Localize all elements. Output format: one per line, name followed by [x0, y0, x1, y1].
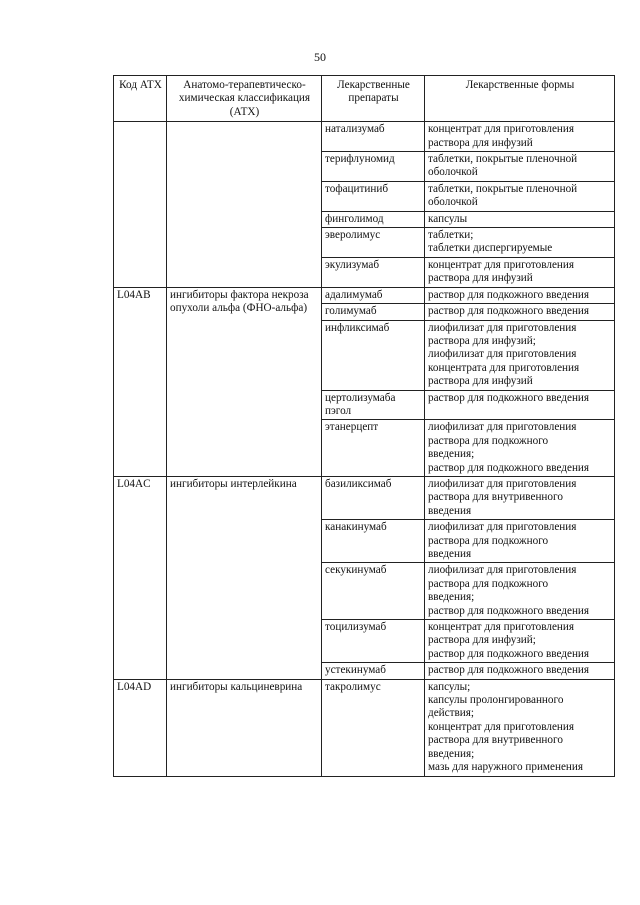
header-code: Код АТХ [114, 76, 167, 122]
dosage-form-line: раствор для подкожного введения [428, 604, 590, 617]
header-classification: Анатомо-терапевтическо-химическая классификация (АТХ) [167, 76, 322, 122]
drug-name-cell: секукинумаб [322, 563, 425, 620]
dosage-form-line: действия; [428, 707, 475, 720]
dosage-forms-cell [425, 476, 615, 519]
dosage-form-line: раствора для инфузий [428, 375, 533, 388]
dosage-forms-cell [425, 181, 615, 211]
dosage-form-line: концентрат для приготовления [428, 720, 575, 733]
dosage-forms-cell [425, 520, 615, 563]
drug-name-cell: этанерцепт [322, 420, 425, 477]
dosage-form-line: оболочкой [428, 166, 478, 179]
dosage-form-line: капсулы; [428, 680, 471, 693]
dosage-form-line: капсулы пролонгированного [428, 694, 564, 707]
dosage-forms-cell [425, 420, 615, 477]
table-row [114, 476, 615, 519]
dosage-forms-cell [425, 287, 615, 303]
dosage-form-line: раствора для инфузий; [428, 334, 536, 347]
dosage-form-line: раствора для инфузий [428, 272, 533, 285]
drug-name-cell: адалимумаб [322, 287, 425, 303]
drug-name-cell: натализумаб [322, 122, 425, 152]
page-number: 50 [314, 50, 326, 64]
dosage-form-line: раствора для инфузий; [428, 634, 536, 647]
dosage-form-line: раствор для подкожного введения [428, 391, 590, 404]
drug-name-cell: финголимод [322, 211, 425, 227]
atx-code-cell: L04AB [114, 287, 167, 476]
dosage-forms-cell [425, 122, 615, 152]
dosage-form-line: раствор для подкожного введения [428, 664, 590, 677]
table-row [114, 287, 615, 303]
dosage-form-line: введения; [428, 747, 475, 760]
dosage-form-line: раствора для внутривенного [428, 734, 563, 747]
dosage-form-line: таблетки; [428, 229, 474, 242]
dosage-form-line: концентрат для приготовления [428, 123, 575, 136]
atx-classification-cell: ингибиторы фактора некроза опухоли альфа (ФНО-альфа) [167, 287, 322, 476]
drug-name-cell: базиликсимаб [322, 476, 425, 519]
dosage-form-line: концентрат для приготовления [428, 621, 575, 634]
atx-classification-cell: ингибиторы кальциневрина [167, 679, 322, 776]
dosage-form-line: раствор для подкожного введения [428, 288, 590, 301]
dosage-form-line: капсулы [428, 212, 468, 225]
dosage-form-line: концентрат для приготовления [428, 258, 575, 271]
dosage-form-line: раствора для подкожного [428, 577, 549, 590]
drug-name-cell: эверолимус [322, 228, 425, 258]
dosage-forms-cell [425, 228, 615, 258]
dosage-form-line: оболочкой [428, 196, 478, 209]
atx-code-cell: L04AC [114, 476, 167, 679]
drug-name-cell: экулизумаб [322, 257, 425, 287]
atx-classification-cell [167, 122, 322, 287]
dosage-form-line: лиофилизат для приготовления [428, 348, 577, 361]
atx-classification-cell: ингибиторы интерлейкина [167, 476, 322, 679]
table-row [114, 679, 615, 776]
dosage-forms-cell [425, 320, 615, 390]
header-drugs: Лекарственные препараты [322, 76, 425, 122]
dosage-form-line: лиофилизат для приготовления [428, 321, 577, 334]
dosage-forms-cell [425, 563, 615, 620]
dosage-form-line: таблетки, покрытые пленочной [428, 182, 578, 195]
dosage-forms-cell [425, 152, 615, 182]
dosage-forms-cell [425, 679, 615, 776]
dosage-form-line: лиофилизат для приготовления [428, 477, 577, 490]
dosage-form-line: введения [428, 548, 472, 560]
dosage-form-line: таблетки диспергируемые [428, 242, 553, 255]
drug-name-cell: голимумаб [322, 304, 425, 320]
dosage-form-line: введения; [428, 591, 475, 604]
dosage-form-line: раствора для подкожного [428, 434, 549, 447]
dosage-form-line: концентрата для приготовления [428, 361, 580, 374]
dosage-form-line: таблетки, покрытые пленочной [428, 153, 578, 166]
dosage-form-line: мазь для наружного применения [428, 761, 584, 774]
drug-name-cell: тоцилизумаб [322, 620, 425, 663]
drug-name-cell: терифлуномид [322, 152, 425, 182]
dosage-form-line: раствора для внутривенного [428, 491, 563, 504]
dosage-forms-cell [425, 211, 615, 227]
drug-name-cell: такролимус [322, 679, 425, 776]
dosage-forms-cell [425, 620, 615, 663]
dosage-form-line: лиофилизат для приготовления [428, 521, 577, 534]
dosage-form-line: лиофилизат для приготовления [428, 564, 577, 577]
dosage-form-line: лиофилизат для приготовления [428, 421, 577, 434]
dosage-form-line: раствора для инфузий [428, 136, 533, 149]
drug-name-cell: канакинумаб [322, 520, 425, 563]
drug-name-cell: устекинумаб [322, 663, 425, 679]
drug-name-cell: инфликсимаб [322, 320, 425, 390]
dosage-form-line: раствор для подкожного введения [428, 647, 590, 660]
atx-code-cell [114, 122, 167, 287]
dosage-forms-cell [425, 304, 615, 320]
drug-name-cell: цертолизумаба пэгол [322, 390, 425, 420]
dosage-forms-cell [425, 390, 615, 420]
dosage-form-line: введения; [428, 448, 475, 461]
atx-code-cell: L04AD [114, 679, 167, 776]
dosage-form-line: раствор для подкожного введения [428, 461, 590, 474]
dosage-forms-cell [425, 663, 615, 679]
table-header-row [114, 76, 615, 122]
dosage-form-line: раствора для подкожного [428, 534, 549, 547]
header-forms: Лекарственные формы [425, 76, 615, 122]
drug-name-cell: тофацитиниб [322, 181, 425, 211]
atx-drug-table [113, 75, 615, 777]
table-body [114, 122, 615, 776]
dosage-form-line: введения [428, 504, 472, 517]
dosage-forms-cell [425, 257, 615, 287]
dosage-form-line: раствор для подкожного введения [428, 305, 590, 318]
table-row [114, 122, 615, 152]
